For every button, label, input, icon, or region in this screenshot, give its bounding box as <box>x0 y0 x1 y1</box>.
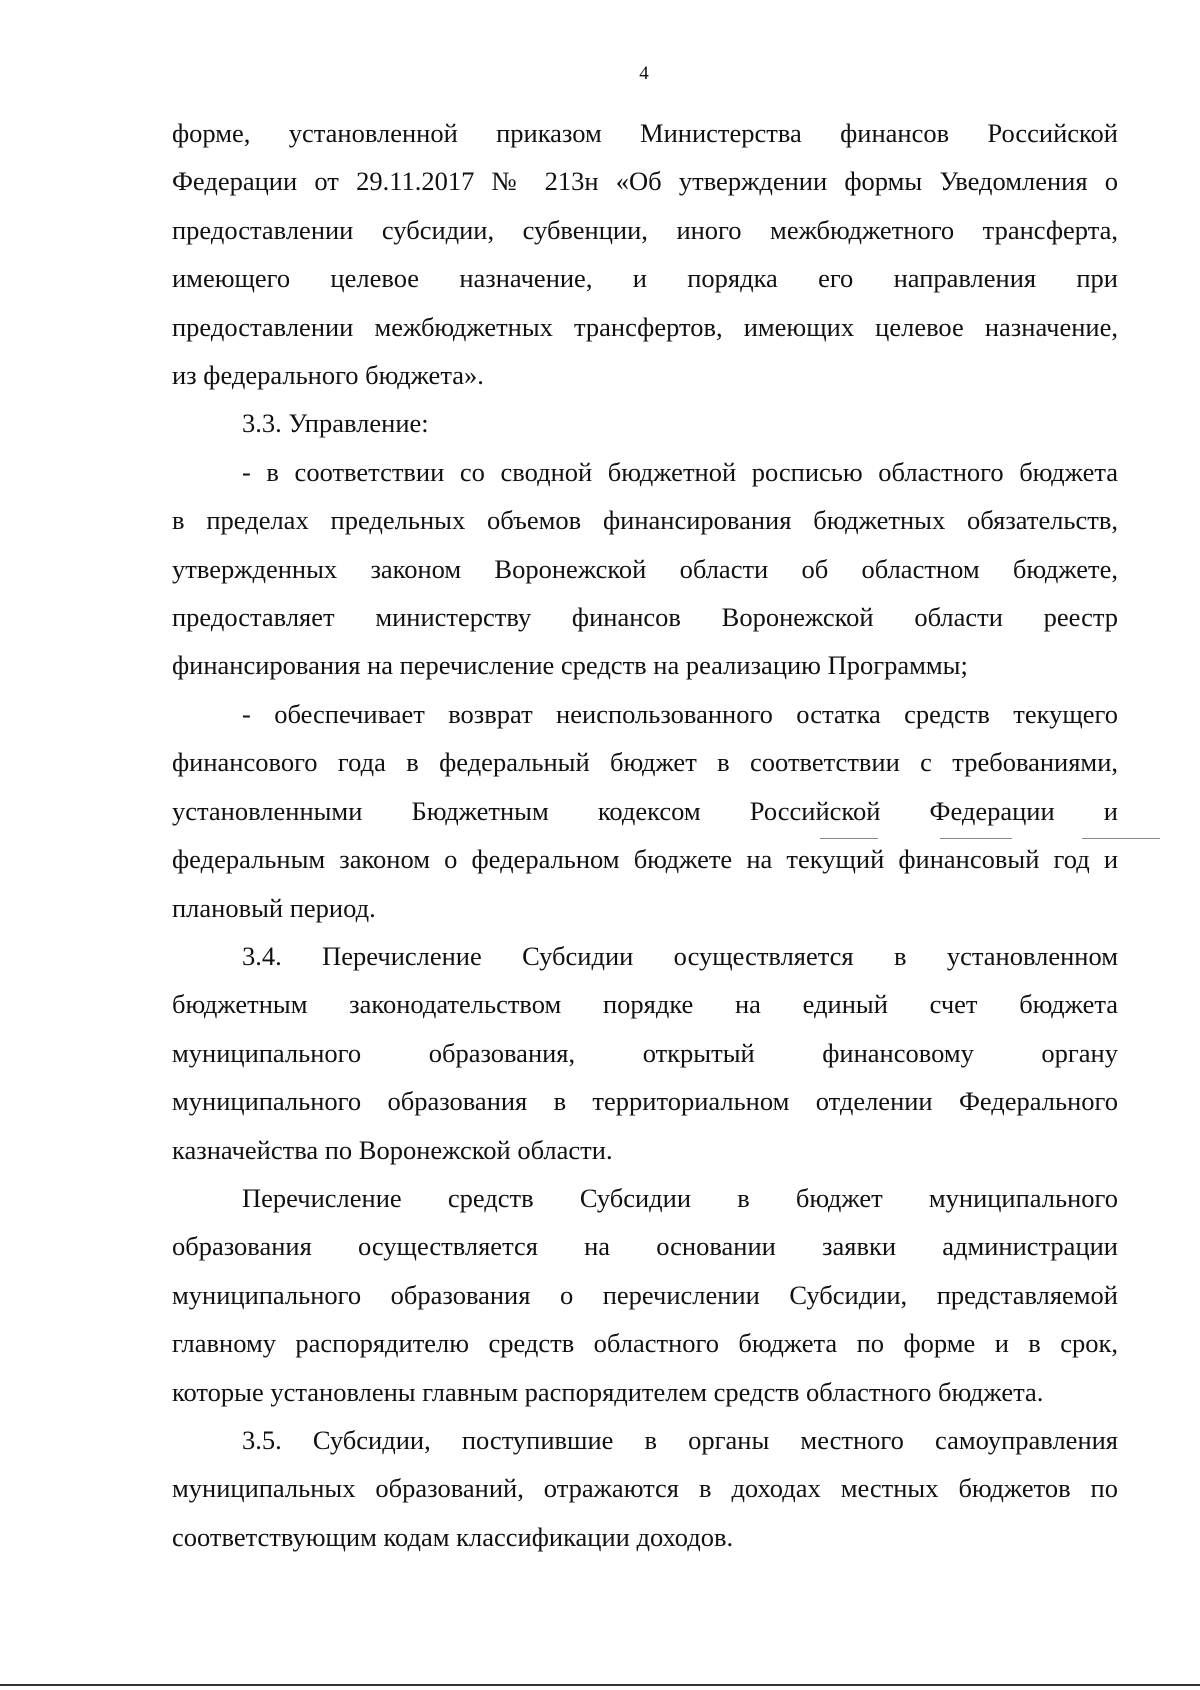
text-line: плановый период. <box>172 892 376 923</box>
paragraph <box>172 1174 1118 1416</box>
text-line: главному распорядителю средств областного бюджета по форме и в срок, <box>172 1328 1118 1359</box>
text-line: казначейства по Воронежской области. <box>172 1134 613 1165</box>
text-line: 3.5. Субсидии, поступившие в органы местного самоуправления <box>242 1424 1118 1455</box>
text-line: в пределах предельных объемов финансирования бюджетных обязательств, <box>172 505 1118 536</box>
text-line: бюджетным законодательством порядке на единый счет бюджета <box>172 989 1118 1020</box>
text-line: 3.3. Управление: <box>242 408 429 439</box>
paragraph <box>172 448 1118 690</box>
text-line: муниципального образования в территориальном отделении Федерального <box>172 1086 1118 1117</box>
text-line: имеющего целевое назначение, и порядка его направления при <box>172 263 1118 294</box>
text-line: форме, установленной приказом Министерства финансов Российской <box>172 118 1118 148</box>
page-bottom-border <box>0 1684 1200 1686</box>
scan-artifact-marks <box>820 838 1160 842</box>
text-line: предоставляет министерству финансов Воронежской области реестр <box>172 602 1118 633</box>
text-line: утвержденных законом Воронежской области об областном бюджете, <box>172 553 1118 584</box>
text-line: предоставлении субсидии, субвенции, иного межбюджетного трансферта, <box>172 214 1118 245</box>
text-line: Федерации от 29.11.2017 № 213н «Об утверждении формы Уведомления о <box>172 166 1118 197</box>
paragraph <box>172 399 1118 447</box>
scan-mark <box>940 838 1012 839</box>
text-line: федеральным законом о федеральном бюджете на текущий финансовый год и <box>172 844 1118 875</box>
text-line: из федерального бюджета». <box>172 360 484 391</box>
text-line: муниципальных образований, отражаются в доходах местных бюджетов по <box>172 1473 1118 1504</box>
text-line: муниципального образования, открытый финансовому органу <box>172 1037 1118 1068</box>
text-line: - в соответствии со сводной бюджетной росписью областного бюджета <box>242 456 1118 487</box>
paragraph <box>172 932 1118 1174</box>
text-line: - обеспечивает возврат неиспользованного остатка средств текущего <box>242 698 1118 729</box>
text-line: 3.4. Перечисление Субсидии осуществляется в установленном <box>242 940 1118 971</box>
text-line: Перечисление средств Субсидии в бюджет муниципального <box>242 1182 1118 1213</box>
paragraph <box>172 109 1118 399</box>
text-line: муниципального образования о перечислении Субсидии, представляемой <box>172 1279 1118 1310</box>
text-line: предоставлении межбюджетных трансфертов, имеющих целевое назначение, <box>172 311 1118 342</box>
page-number: 4 <box>639 63 649 84</box>
document-body <box>172 109 1118 1561</box>
text-line: установленными Бюджетным кодексом Российской Федерации и <box>172 795 1118 826</box>
text-line: финансирования на перечисление средств на реализацию Программы; <box>172 650 968 681</box>
text-line: которые установлены главным распорядителем средств областного бюджета. <box>172 1376 1044 1407</box>
text-line: образования осуществляется на основании заявки администрации <box>172 1231 1118 1262</box>
scan-mark <box>820 838 878 839</box>
scan-mark <box>1082 838 1160 839</box>
text-line: финансового года в федеральный бюджет в соответствии с требованиями, <box>172 747 1118 778</box>
paragraph <box>172 690 1118 932</box>
paragraph <box>172 1416 1118 1561</box>
text-line: соответствующим кодам классификации доходов. <box>172 1521 734 1552</box>
